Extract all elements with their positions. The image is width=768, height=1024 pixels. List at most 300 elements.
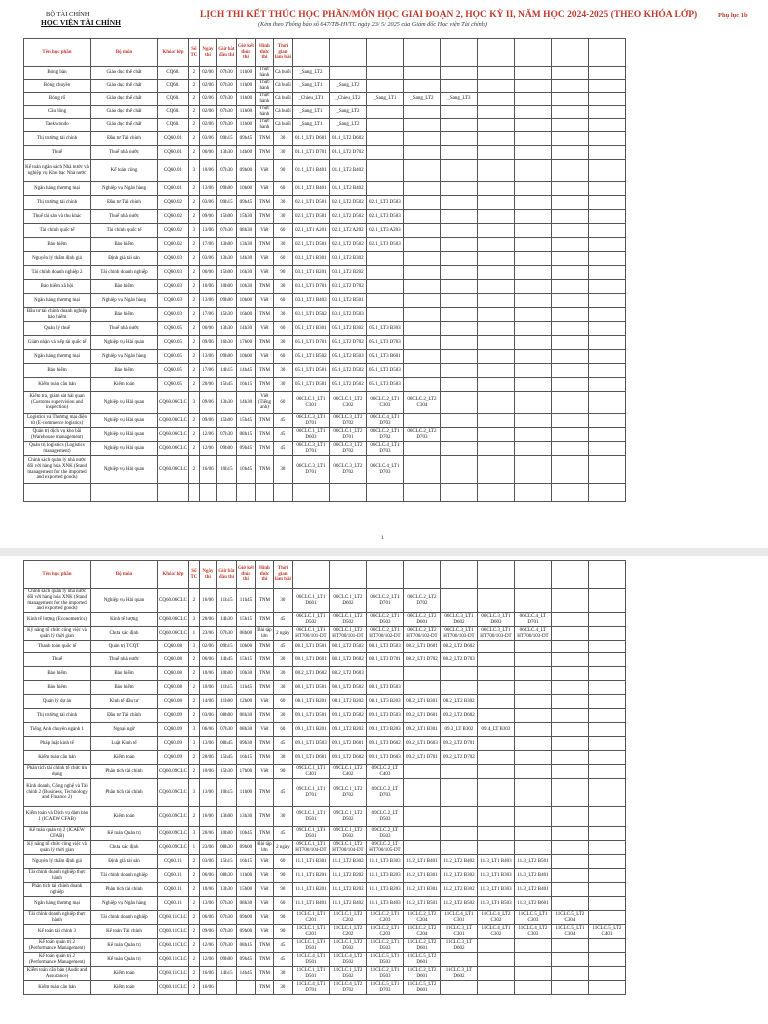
table-cell: 2	[188, 308, 199, 322]
table-cell: CQ60.11	[158, 897, 189, 911]
table-cell	[588, 364, 625, 378]
document-title: LỊCH THI KẾT THÚC HỌC PHẦN/MÔN HỌC GIAI ĐOẠN 2, HỌC KỲ II, NĂM HỌC 2024-2025 (THEO KHÓA LỚP)	[200, 10, 698, 20]
table-row	[24, 709, 626, 723]
table-cell: 2	[188, 981, 199, 995]
exam-schedule-table	[23, 560, 626, 995]
table-cell	[588, 336, 625, 350]
table-cell: 45	[273, 939, 292, 953]
table-cell: 07h30	[216, 627, 236, 641]
table-cell: 14h15	[216, 364, 236, 378]
table-cell: 07h30	[216, 93, 236, 106]
table-cell: 11.1_LT2 B402	[329, 897, 366, 911]
table-cell: Viết	[255, 925, 273, 939]
table-cell: 30	[273, 336, 292, 350]
table-cell: 45	[273, 442, 292, 456]
table-cell: 09h45	[236, 953, 255, 967]
table-cell: Pháp luật kinh tế	[24, 737, 91, 751]
table-cell	[514, 456, 551, 484]
table-cell	[366, 106, 403, 119]
table-cell: Kế toán ngân sách Nhà nước và nghiệp vụ Kho bạc Nhà nước	[24, 160, 91, 182]
table-cell	[440, 414, 477, 428]
table-cell	[588, 182, 625, 196]
table-cell	[440, 132, 477, 146]
table-cell: CQ60.06CLC	[158, 428, 189, 442]
table-cell	[514, 695, 551, 709]
table-cell: 15h00	[236, 883, 255, 897]
table-cell: CQ60.03	[158, 280, 189, 294]
table-cell	[440, 252, 477, 266]
table-cell	[551, 653, 588, 667]
table-cell	[551, 210, 588, 224]
table-cell	[440, 364, 477, 378]
table-cell: 11CLC.4_LT1 C301	[440, 911, 477, 925]
table-cell: TNM	[255, 308, 273, 322]
table-cell	[403, 442, 440, 456]
table-cell: Kỹ năng tổ chức công việc và quản lý thời gian	[24, 627, 91, 641]
table-cell: 03/06	[199, 855, 216, 869]
table-cell	[551, 456, 588, 484]
table-cell	[588, 266, 625, 280]
table-cell: Cả buổi	[273, 80, 292, 93]
table-cell	[551, 392, 588, 414]
table-cell	[551, 119, 588, 132]
table-cell: 11CLC.5_LT1 D503	[366, 953, 403, 967]
table-cell: 30	[273, 807, 292, 827]
table-cell: 11CLC.1_LT2 D502	[329, 939, 366, 953]
table-cell: Viết	[255, 182, 273, 196]
table-cell	[514, 238, 551, 252]
table-cell: 15h00	[216, 210, 236, 224]
table-cell: 90	[273, 160, 292, 182]
table-cell: 07h30	[216, 939, 236, 953]
table-cell: 06CLC.3_LT1 HT700/103-DT	[477, 627, 514, 641]
table-cell	[588, 280, 625, 294]
column-header: Khóa/ lớp	[158, 39, 189, 67]
table-cell: 11.1_LT2 B302	[329, 855, 366, 869]
table-cell: 08.2_LT1 D602	[292, 667, 329, 681]
table-cell	[514, 280, 551, 294]
table-cell	[440, 378, 477, 392]
table-cell: 23/06	[199, 627, 216, 641]
table-cell: 60	[273, 294, 292, 308]
table-cell: 03/06	[199, 132, 216, 146]
table-cell: CQ60.03	[158, 294, 189, 308]
table-cell: 14h45	[236, 364, 255, 378]
table-cell	[514, 364, 551, 378]
table-cell: CQ60.11CLC	[158, 953, 189, 967]
table-row	[24, 308, 626, 322]
table-cell	[588, 869, 625, 883]
table-cell: 06CLC.2_LT1 D503	[366, 613, 403, 627]
table-cell	[477, 80, 514, 93]
table-cell: Tài chính doanh nghiệp	[91, 869, 158, 883]
table-cell: 02/06	[199, 106, 216, 119]
table-cell	[514, 106, 551, 119]
column-header	[588, 561, 625, 589]
table-cell: Ngân hàng thương mại	[24, 294, 91, 308]
table-cell: 12/06	[199, 442, 216, 456]
table-cell: 11.1_LT2 B202	[329, 869, 366, 883]
table-cell: 13/06	[199, 294, 216, 308]
table-cell: 20/06	[199, 827, 216, 841]
table-cell: Thị trường tài chính	[24, 709, 91, 723]
table-cell: 11CLC.1_LT1 C201	[292, 925, 329, 939]
table-cell: 03.1_LT1 B301	[292, 252, 329, 266]
table-cell	[403, 779, 440, 807]
table-cell: 09CLC.1_LT1 C401	[292, 765, 329, 779]
table-cell: 09CLC.1_LT1 D701	[292, 779, 329, 807]
table-cell	[588, 322, 625, 336]
table-cell: 2	[188, 336, 199, 350]
table-cell	[477, 779, 514, 807]
table-cell: 11.3_LT1 B403	[477, 855, 514, 869]
table-cell: 13h30	[236, 238, 255, 252]
table-cell: 03/06	[199, 196, 216, 210]
table-cell	[440, 146, 477, 160]
table-cell	[514, 322, 551, 336]
table-cell: Kinh doanh, Công nghệ và Tài chính 2 (Business, Technology and Finance 2)	[24, 779, 91, 807]
table-cell: TNM	[255, 428, 273, 442]
table-cell: 09/06	[199, 336, 216, 350]
table-cell: TNM	[255, 953, 273, 967]
table-cell: Nghiệp vụ Hải quan	[91, 456, 158, 484]
table-cell: 2	[188, 807, 199, 827]
table-cell: 14h30	[236, 252, 255, 266]
column-header	[514, 39, 551, 67]
page-number: 1	[381, 535, 384, 541]
table-row	[24, 484, 626, 502]
table-row	[24, 613, 626, 627]
table-cell: Ngân hàng thương mại	[24, 897, 91, 911]
table-cell: 08h30	[216, 869, 236, 883]
table-cell: 08.1_LT2 B202	[329, 695, 366, 709]
table-cell	[514, 681, 551, 695]
table-row	[24, 779, 626, 807]
table-row	[24, 641, 626, 653]
table-row	[24, 456, 626, 484]
table-cell: 30	[273, 308, 292, 322]
table-cell: 2	[188, 967, 199, 981]
table-cell: Định giá tài sản	[91, 855, 158, 869]
table-cell: 13h30	[216, 392, 236, 414]
table-cell: Kinh tế lượng (Econometrics)	[24, 613, 91, 627]
table-cell: Viết	[255, 224, 273, 238]
column-header: Ngày thi	[199, 39, 216, 67]
table-cell	[551, 308, 588, 322]
table-cell	[588, 119, 625, 132]
table-cell	[514, 119, 551, 132]
table-cell: 11.2_LT1 B301	[403, 869, 440, 883]
table-cell: 06CLC.2_LT2 D702	[403, 589, 440, 613]
table-cell: Viết	[255, 869, 273, 883]
table-cell: Kỹ năng tổ chức công việc và quản lý thời gian	[24, 841, 91, 855]
column-header: Tên học phần	[24, 561, 91, 589]
table-cell: CQ60.08	[158, 641, 189, 653]
table-cell	[514, 428, 551, 442]
table-cell: 2	[188, 442, 199, 456]
table-row	[24, 364, 626, 378]
table-cell: 02.1_LT1 A201	[292, 224, 329, 238]
table-cell: Thuế	[24, 653, 91, 667]
table-cell: Phân tích tài chính	[91, 765, 158, 779]
table-cell: 12/06	[199, 428, 216, 442]
table-cell: CQ60.	[158, 119, 189, 132]
table-row	[24, 414, 626, 428]
table-row	[24, 911, 626, 925]
table-cell: 3	[188, 827, 199, 841]
table-cell	[514, 827, 551, 841]
table-cell: 11h00	[216, 695, 236, 709]
table-cell: TNM	[255, 364, 273, 378]
table-cell: Nghiệp vụ Hải quan	[91, 442, 158, 456]
table-cell: 06CLC.3_LT1 D701	[292, 442, 329, 456]
table-cell: 11h15	[216, 681, 236, 695]
table-cell: 16/06	[199, 456, 216, 484]
table-cell	[514, 641, 551, 653]
table-row	[24, 765, 626, 779]
table-cell	[403, 667, 440, 681]
table-cell: 07h30	[216, 67, 236, 80]
table-cell: 30	[273, 132, 292, 146]
table-cell: 30	[273, 196, 292, 210]
table-cell: 2	[188, 106, 199, 119]
table-cell: 02.1_LT3 D503	[366, 210, 403, 224]
table-row	[24, 322, 626, 336]
table-cell	[403, 681, 440, 695]
column-header	[551, 39, 588, 67]
table-cell: 05.1_LT2 D702	[329, 336, 366, 350]
table-cell: 03.1_LT2 B501	[329, 294, 366, 308]
table-cell: 90	[273, 266, 292, 280]
table-cell: 15h30	[216, 765, 236, 779]
table-cell	[366, 266, 403, 280]
table-cell	[440, 765, 477, 779]
table-cell	[477, 456, 514, 484]
table-cell: 05.1_LT3 D503	[366, 378, 403, 392]
table-cell: 17/06	[199, 308, 216, 322]
table-cell: Logistics và Thương mại điện tử (E-commerce logistics)	[24, 414, 91, 428]
table-cell	[403, 266, 440, 280]
table-cell	[477, 224, 514, 238]
table-cell: Tiếng Anh chuyên ngành 1	[24, 723, 91, 737]
table-cell: CQ60.06CLC	[158, 456, 189, 484]
table-cell: 11.1_LT1 B301	[292, 855, 329, 869]
table-cell	[24, 484, 91, 502]
table-cell	[440, 589, 477, 613]
table-cell: 01.1_LT2 B402	[329, 182, 366, 196]
table-cell	[477, 667, 514, 681]
table-cell: TNM	[255, 751, 273, 765]
table-cell: 15h45	[216, 751, 236, 765]
table-cell	[477, 827, 514, 841]
table-cell: 09/06	[199, 210, 216, 224]
table-cell	[477, 751, 514, 765]
table-cell	[403, 336, 440, 350]
table-cell	[440, 807, 477, 827]
table-cell: 2	[188, 146, 199, 160]
table-cell: 11CLC.4_LT2 C302	[477, 911, 514, 925]
table-cell	[514, 953, 551, 967]
table-cell: Phân tích tài chính	[91, 779, 158, 807]
table-cell	[477, 280, 514, 294]
table-cell	[366, 67, 403, 80]
table-cell	[403, 294, 440, 308]
table-cell: 60	[273, 182, 292, 196]
table-cell: Quản trị dịch vụ kho bãi (Warehouse management)	[24, 428, 91, 442]
table-cell: CQ60.05	[158, 378, 189, 392]
table-cell: 06CLC.1_LT2 D502	[329, 613, 366, 627]
table-cell: CQ60.09	[158, 737, 189, 751]
table-cell: 30	[273, 378, 292, 392]
table-cell	[551, 266, 588, 280]
table-cell: 2	[188, 695, 199, 709]
table-cell: Nghiệp vụ Ngân hàng	[91, 897, 158, 911]
table-cell	[477, 210, 514, 224]
table-cell	[588, 827, 625, 841]
column-header	[477, 39, 514, 67]
table-cell: 2 ngày	[273, 627, 292, 641]
table-cell	[588, 456, 625, 484]
table-cell: 09CLC.1_LT1 D501	[292, 827, 329, 841]
table-cell: 09CLC.1_LT2 D502	[329, 827, 366, 841]
table-row	[24, 294, 626, 308]
table-cell: 2	[188, 925, 199, 939]
table-cell	[477, 266, 514, 280]
table-cell	[588, 765, 625, 779]
table-cell	[514, 967, 551, 981]
table-cell	[588, 883, 625, 897]
table-cell	[514, 653, 551, 667]
table-cell	[514, 80, 551, 93]
table-cell: 11CLC.4_LT2 D702	[329, 981, 366, 995]
table-cell	[403, 132, 440, 146]
table-cell: Ngân hàng thương mại	[24, 182, 91, 196]
table-cell: _Chieu_LT2	[329, 93, 366, 106]
table-cell	[440, 80, 477, 93]
table-cell	[551, 841, 588, 855]
table-cell: Kiểm toán	[91, 967, 158, 981]
table-cell: 2	[188, 252, 199, 266]
table-cell	[551, 196, 588, 210]
table-cell	[403, 841, 440, 855]
table-cell	[440, 456, 477, 484]
table-cell: Thuế nhà nước	[91, 322, 158, 336]
table-cell: 01.1_LT2 D702	[329, 146, 366, 160]
table-cell: 06CLC.2_LT1 C303	[366, 392, 403, 414]
table-cell: 06CLC.1_LT2 D701	[329, 428, 366, 442]
table-cell	[477, 653, 514, 667]
table-cell: TNM	[255, 238, 273, 252]
table-cell: 11CLC.2_LT1 C203	[366, 925, 403, 939]
table-cell	[477, 364, 514, 378]
table-cell: 11CLC.4_LT1 D701	[292, 981, 329, 995]
table-cell	[551, 93, 588, 106]
table-cell	[440, 350, 477, 364]
table-cell	[588, 238, 625, 252]
table-cell: 08.2_LT1 B301	[403, 695, 440, 709]
table-cell: 09h30	[236, 737, 255, 751]
table-cell	[366, 308, 403, 322]
table-cell: Giáo dục thể chất	[91, 80, 158, 93]
table-cell	[588, 196, 625, 210]
table-cell	[588, 160, 625, 182]
table-cell: Kinh tế đầu tư	[91, 695, 158, 709]
table-cell: 06CLC.3_LT1 D603	[477, 613, 514, 627]
table-cell: 09h15	[216, 641, 236, 653]
table-cell: 11CLC.2_LT1 D503	[366, 967, 403, 981]
table-cell: 16h00	[236, 308, 255, 322]
column-header	[440, 561, 477, 589]
table-cell: Bảo hiểm	[91, 308, 158, 322]
table-cell: Bảo hiểm	[24, 667, 91, 681]
table-cell: 11.3_LT1 B303	[477, 869, 514, 883]
table-cell	[403, 210, 440, 224]
table-cell: 12/06	[199, 939, 216, 953]
table-cell: 09.1_LT2 B202	[329, 723, 366, 737]
table-cell	[588, 414, 625, 428]
table-cell	[588, 627, 625, 641]
table-cell	[514, 67, 551, 80]
table-cell	[440, 106, 477, 119]
table-cell: CQ60.06CLC	[158, 627, 189, 641]
table-cell: 03.1_LT1 D502	[292, 308, 329, 322]
table-cell: 2	[188, 751, 199, 765]
table-cell: 09h00	[236, 925, 255, 939]
table-row	[24, 723, 626, 737]
table-cell	[551, 779, 588, 807]
table-cell	[477, 146, 514, 160]
table-cell: 07h30	[216, 723, 236, 737]
table-cell	[440, 238, 477, 252]
table-cell: 11.2_LT2 B302	[440, 883, 477, 897]
table-cell: 06CLC.2_LT1 HT700/102-DT	[366, 627, 403, 641]
column-header	[440, 39, 477, 67]
table-cell: 09CLC.2_LT HT700/105-DT	[366, 841, 403, 855]
table-row	[24, 210, 626, 224]
table-cell: 09h45	[236, 196, 255, 210]
table-cell: 14h45	[236, 967, 255, 981]
column-header: Thời gian làm bài	[273, 561, 292, 589]
table-cell	[216, 484, 236, 502]
table-cell	[514, 723, 551, 737]
table-cell	[440, 667, 477, 681]
table-cell: Giám nhận và xếp tài quốc tế	[24, 336, 91, 350]
table-cell	[551, 146, 588, 160]
table-cell	[588, 751, 625, 765]
table-cell: 08h30	[216, 841, 236, 855]
table-cell: 17h00	[236, 336, 255, 350]
table-cell: 09.1_LT2 D602	[329, 751, 366, 765]
table-cell	[440, 779, 477, 807]
table-cell: 01.1_LT1 B401	[292, 160, 329, 182]
table-cell: 14h30	[236, 392, 255, 414]
table-cell	[588, 653, 625, 667]
table-cell: 06CLC.3_LT2 D702	[329, 442, 366, 456]
table-cell	[588, 967, 625, 981]
table-cell: 2	[188, 681, 199, 695]
table-cell	[588, 442, 625, 456]
table-cell: 10h00	[216, 280, 236, 294]
table-cell: 09CLC.1_LT2 D502	[329, 807, 366, 827]
table-cell: 10h00	[216, 667, 236, 681]
table-cell	[403, 350, 440, 364]
table-cell	[440, 841, 477, 855]
table-cell: 11CLC.1_LT1 C201	[292, 911, 329, 925]
table-cell	[514, 160, 551, 182]
table-cell	[551, 484, 588, 502]
table-cell: Phân tích tài chính doanh nghiệp	[24, 883, 91, 897]
table-cell: TNM	[255, 827, 273, 841]
